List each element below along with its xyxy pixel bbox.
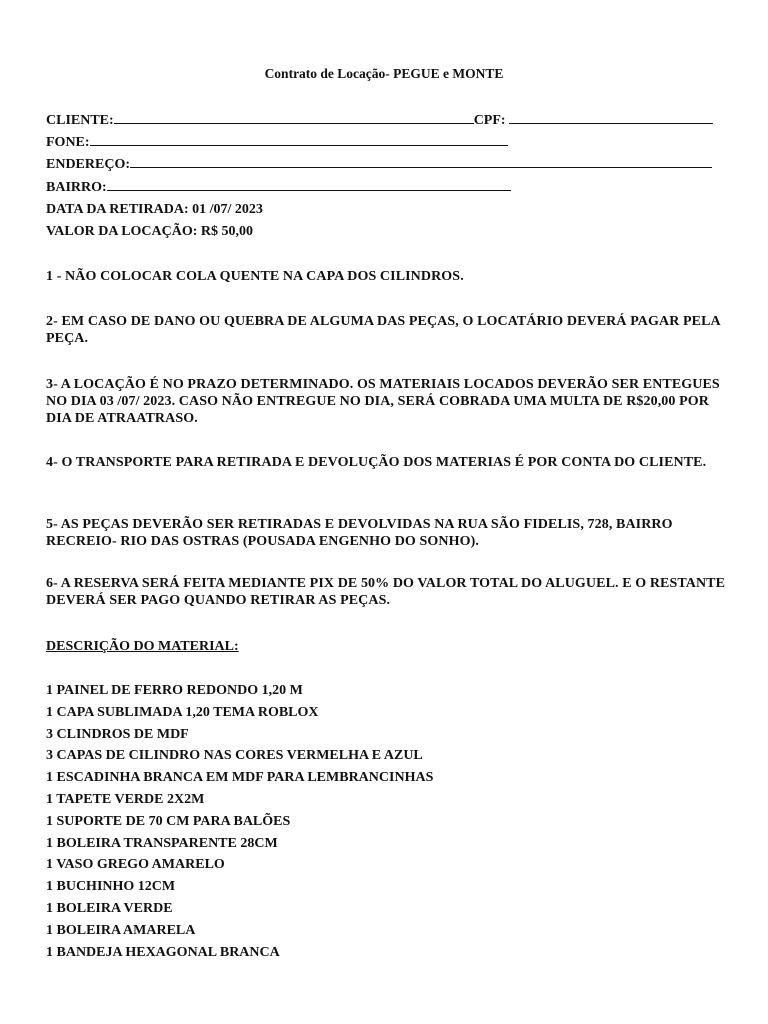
address-label: ENDEREÇO: xyxy=(46,157,131,172)
list-item: 3 CAPAS DE CILINDRO NAS CORES VERMELHA E AZUL xyxy=(46,748,423,764)
address-line xyxy=(46,155,712,173)
address-field[interactable] xyxy=(130,155,712,168)
list-item: 1 BOLEIRA AMARELA xyxy=(46,922,196,938)
rental-value: VALOR DA LOCAÇÃO: R$ 50,00 xyxy=(46,224,254,239)
materials-list xyxy=(46,682,433,965)
materials-heading: DESCRIÇÃO DO MATERIAL: xyxy=(46,639,239,654)
phone-line xyxy=(46,133,508,151)
clause-1: 1 - NÃO COLOCAR COLA QUENTE NA CAPA DOS CILINDROS. xyxy=(46,269,464,284)
list-item: 1 BANDEJA HEXAGONAL BRANCA xyxy=(46,944,280,960)
phone-label: FONE: xyxy=(46,135,90,150)
list-item: 1 BOLEIRA VERDE xyxy=(46,900,173,916)
clause-5: 5- AS PEÇAS DEVERÃO SER RETIRADAS E DEVOLVIDAS NA RUA SÃO FIDELIS, 728, BAIRRO RECREIO- RIO DAS OSTRAS (POUSADA ENGENHO DO SONHO). xyxy=(46,517,673,549)
pickup-date: DATA DA RETIRADA: 01 /07/ 2023 xyxy=(46,202,263,217)
client-line xyxy=(46,111,713,129)
list-item: 3 CLINDROS DE MDF xyxy=(46,726,189,742)
list-item: 1 BUCHINHO 12CM xyxy=(46,879,176,895)
client-label: CLIENTE: xyxy=(46,113,114,128)
list-item: 1 BOLEIRA TRANSPARENTE 28CM xyxy=(46,835,278,851)
cpf-label: CPF: xyxy=(473,113,506,128)
clause-3: 3- A LOCAÇÃO É NO PRAZO DETERMINADO. OS MATERIAIS LOCADOS DEVERÃO SER ENTEGUES NO DIA 03 /07/ 2023. CASO NÃO ENTREGUE NO DIA, SERÁ COBRADA UMA MULTA DE R$20,00 POR DIA DE ATRAATRASO. xyxy=(46,377,720,426)
list-item: 1 CAPA SUBLIMADA 1,20 TEMA ROBLOX xyxy=(46,704,319,720)
list-item: 1 PAINEL DE FERRO REDONDO 1,20 M xyxy=(46,683,303,698)
list-item: 1 ESCADINHA BRANCA EM MDF PARA LEMBRANCINHAS xyxy=(46,770,434,786)
neighborhood-label: BAIRRO: xyxy=(46,180,107,195)
cpf-field[interactable] xyxy=(509,111,713,124)
phone-field[interactable] xyxy=(90,133,508,146)
document-title: Contrato de Locação- PEGUE e MONTE xyxy=(264,66,504,81)
clause-2: 2- EM CASO DE DANO OU QUEBRA DE ALGUMA DAS PEÇAS, O LOCATÁRIO DEVERÁ PAGAR PELA PEÇA. xyxy=(46,314,720,346)
list-item: 1 TAPETE VERDE 2X2M xyxy=(46,791,205,807)
list-item: 1 SUPORTE DE 70 CM PARA BALÕES xyxy=(46,813,291,829)
clause-6: 6- A RESERVA SERÁ FEITA MEDIANTE PIX DE 50% DO VALOR TOTAL DO ALUGUEL. E O RESTANTE DEVERÁ SER PAGO QUANDO RETIRAR AS PEÇAS. xyxy=(46,576,726,608)
list-item: 1 VASO GREGO AMARELO xyxy=(46,857,225,873)
clause-4: 4- O TRANSPORTE PARA RETIRADA E DEVOLUÇÃO DOS MATERIAS É POR CONTA DO CLIENTE. xyxy=(46,455,707,470)
client-field[interactable] xyxy=(114,111,474,124)
neighborhood-line xyxy=(46,178,511,196)
neighborhood-field[interactable] xyxy=(107,178,511,191)
